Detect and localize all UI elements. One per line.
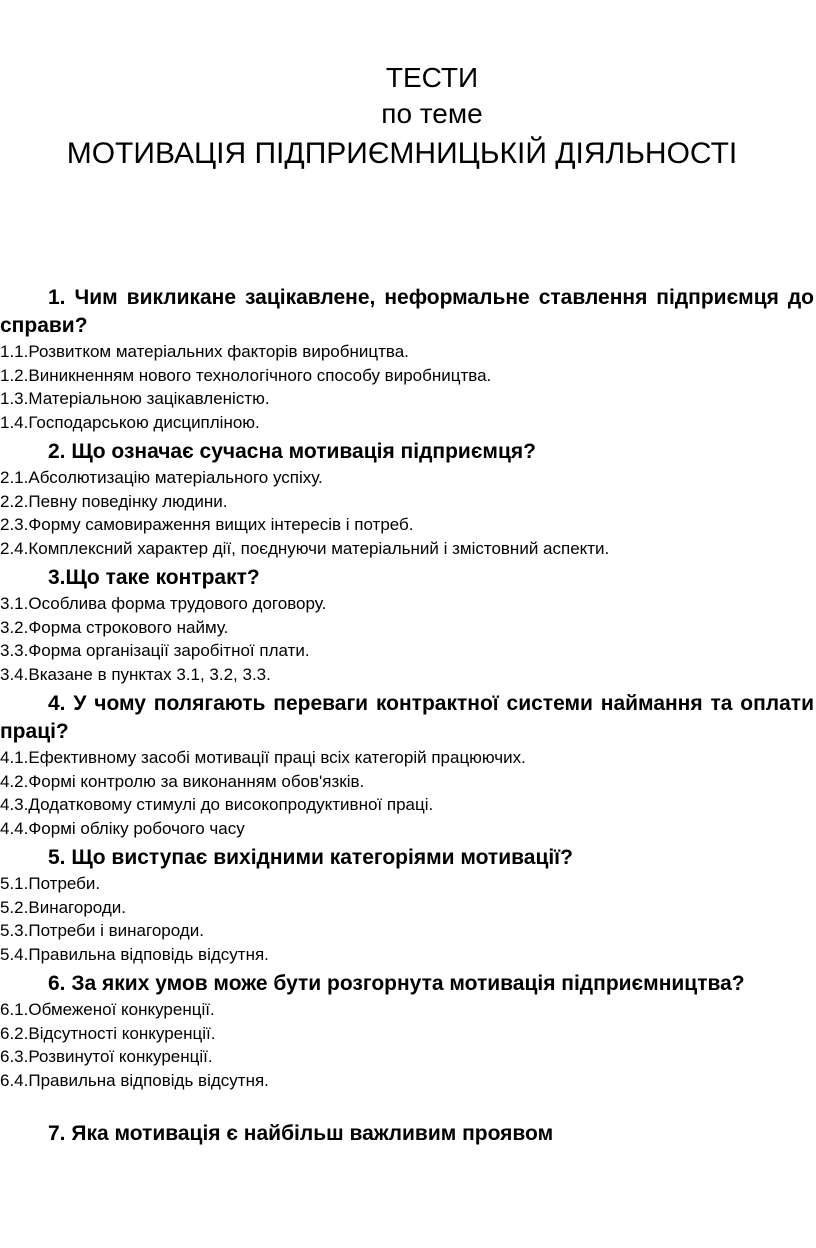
question-7 bbox=[0, 1116, 814, 1148]
answer-2-4 bbox=[0, 537, 814, 561]
answer-number: 6.2. bbox=[0, 1023, 29, 1043]
answer-number: 1.1. bbox=[0, 342, 29, 361]
question-text: 6. За яких умов може бути розгорнута мотивація підприємництва? bbox=[48, 972, 745, 995]
answer-text: Ефективному засобі мотивації праці всіх категорій працюючих. bbox=[28, 748, 526, 767]
answer-text: Розвинутої конкуренції. bbox=[28, 1047, 213, 1066]
answer-number: 5.1. bbox=[0, 874, 29, 893]
answer-5-4 bbox=[0, 943, 814, 967]
answer-2-2 bbox=[0, 490, 814, 514]
answer-number: 6.4. bbox=[0, 1070, 29, 1090]
question-3 bbox=[0, 560, 814, 592]
question-text: 2. Що означає сучасна мотивація підприємця? bbox=[48, 440, 536, 463]
question-5 bbox=[0, 840, 814, 872]
answer-number: 1.3. bbox=[0, 389, 29, 408]
answer-number: 4.3. bbox=[0, 795, 29, 814]
answer-text: Матеріальною зацікавленістю. bbox=[28, 389, 270, 408]
answer-1-1 bbox=[0, 340, 814, 364]
answer-text: Додатковому стимулі до високопродуктивної праці. bbox=[28, 795, 434, 814]
question-text: 5. Що виступає вихідними категоріями мотивації? bbox=[48, 846, 573, 869]
answer-text: Особлива форма трудового договору. bbox=[28, 594, 327, 613]
answer-5-2 bbox=[0, 896, 814, 920]
answer-6-4 bbox=[0, 1069, 814, 1093]
title-tests: ТЕСТИ bbox=[385, 62, 479, 93]
answer-text: Розвитком матеріальних факторів виробництва. bbox=[28, 342, 409, 361]
answer-3-3 bbox=[0, 639, 814, 663]
question-text: 3.Що таке контракт? bbox=[48, 566, 260, 589]
answer-3-1 bbox=[0, 592, 814, 616]
title-subtitle: по теме bbox=[381, 98, 483, 129]
answer-text: Комплексний характер дії, поєднуючи матеріальний і змістовний аспекти. bbox=[28, 538, 610, 558]
answer-4-4 bbox=[0, 817, 814, 841]
answer-number: 6.3. bbox=[0, 1047, 29, 1066]
answer-number: 6.1. bbox=[0, 1000, 29, 1019]
answer-text: Потреби і винагороди. bbox=[28, 921, 204, 940]
answer-number: 2.3. bbox=[0, 515, 29, 534]
answer-1-3 bbox=[0, 387, 814, 411]
answer-number: 2.4. bbox=[0, 538, 29, 558]
answer-6-1 bbox=[0, 998, 814, 1022]
answer-4-1 bbox=[0, 746, 814, 770]
answer-3-4 bbox=[0, 663, 814, 687]
answer-number: 1.2. bbox=[0, 365, 29, 385]
answer-number: 2.1. bbox=[0, 468, 29, 487]
question-4 bbox=[0, 686, 814, 746]
answer-text: Вказане в пунктах 3.1, 3.2, 3.3. bbox=[28, 664, 271, 684]
answer-number: 1.4. bbox=[0, 412, 29, 432]
answer-3-2 bbox=[0, 616, 814, 640]
answer-4-3 bbox=[0, 793, 814, 817]
answer-5-1 bbox=[0, 872, 814, 896]
answer-2-1 bbox=[0, 466, 814, 490]
answer-text: Форма організації заробітної плати. bbox=[28, 641, 310, 660]
answer-6-3 bbox=[0, 1045, 814, 1069]
answer-text: Обмеженої конкуренції. bbox=[28, 1000, 215, 1019]
title-topic: МОТИВАЦІЯ ПІДПРИЄМНИЦЬКІЙ ДІЯЛЬНОСТІ bbox=[66, 137, 738, 170]
answer-number: 4.2. bbox=[0, 771, 29, 791]
answer-1-2 bbox=[0, 364, 814, 388]
answer-text: Правильна відповідь відсутня. bbox=[28, 944, 269, 964]
question-text: 4. У чому полягають переваги контрактної системи наймання та оплати праці? bbox=[0, 692, 814, 743]
answer-number: 3.3. bbox=[0, 641, 29, 660]
answer-text: Потреби. bbox=[28, 874, 101, 893]
answer-text: Відсутності конкуренції. bbox=[28, 1023, 216, 1043]
question-6 bbox=[0, 966, 814, 998]
answer-number: 4.4. bbox=[0, 818, 29, 838]
answer-4-2 bbox=[0, 770, 814, 794]
answer-number: 3.4. bbox=[0, 664, 29, 684]
answer-text: Певну поведінку людини. bbox=[28, 491, 228, 511]
answer-text: Форму самовираження вищих інтересів і потреб. bbox=[28, 515, 414, 534]
answer-text: Винагороди. bbox=[28, 897, 126, 917]
answer-2-3 bbox=[0, 513, 814, 537]
answer-number: 4.1. bbox=[0, 748, 29, 767]
answer-text: Формі контролю за виконанням обов'язків. bbox=[28, 771, 365, 791]
answer-5-3 bbox=[0, 919, 814, 943]
answer-text: Правильна відповідь відсутня. bbox=[28, 1070, 269, 1090]
question-2 bbox=[0, 434, 814, 466]
answer-text: Абсолютизацію матеріального успіху. bbox=[28, 468, 323, 487]
answer-text: Формі обліку робочого часу bbox=[28, 818, 245, 838]
question-text: 7. Яка мотивація є найбільш важливим проявом bbox=[48, 1122, 554, 1145]
answer-number: 5.2. bbox=[0, 897, 29, 917]
answer-number: 2.2. bbox=[0, 491, 29, 511]
answer-text: Виникненням нового технологічного способу виробництва. bbox=[28, 365, 492, 385]
question-1 bbox=[0, 280, 814, 340]
answer-6-2 bbox=[0, 1022, 814, 1046]
answer-number: 3.2. bbox=[0, 617, 29, 637]
answer-text: Форма строкового найму. bbox=[28, 617, 229, 637]
question-text: 1. Чим викликане зацікавлене, неформальне ставлення підприємця до справи? bbox=[0, 286, 814, 337]
test-content bbox=[0, 280, 814, 1148]
answer-number: 3.1. bbox=[0, 594, 29, 613]
answer-number: 5.4. bbox=[0, 944, 29, 964]
answer-text: Господарською дисципліною. bbox=[28, 412, 260, 432]
answer-number: 5.3. bbox=[0, 921, 29, 940]
answer-1-4 bbox=[0, 411, 814, 435]
